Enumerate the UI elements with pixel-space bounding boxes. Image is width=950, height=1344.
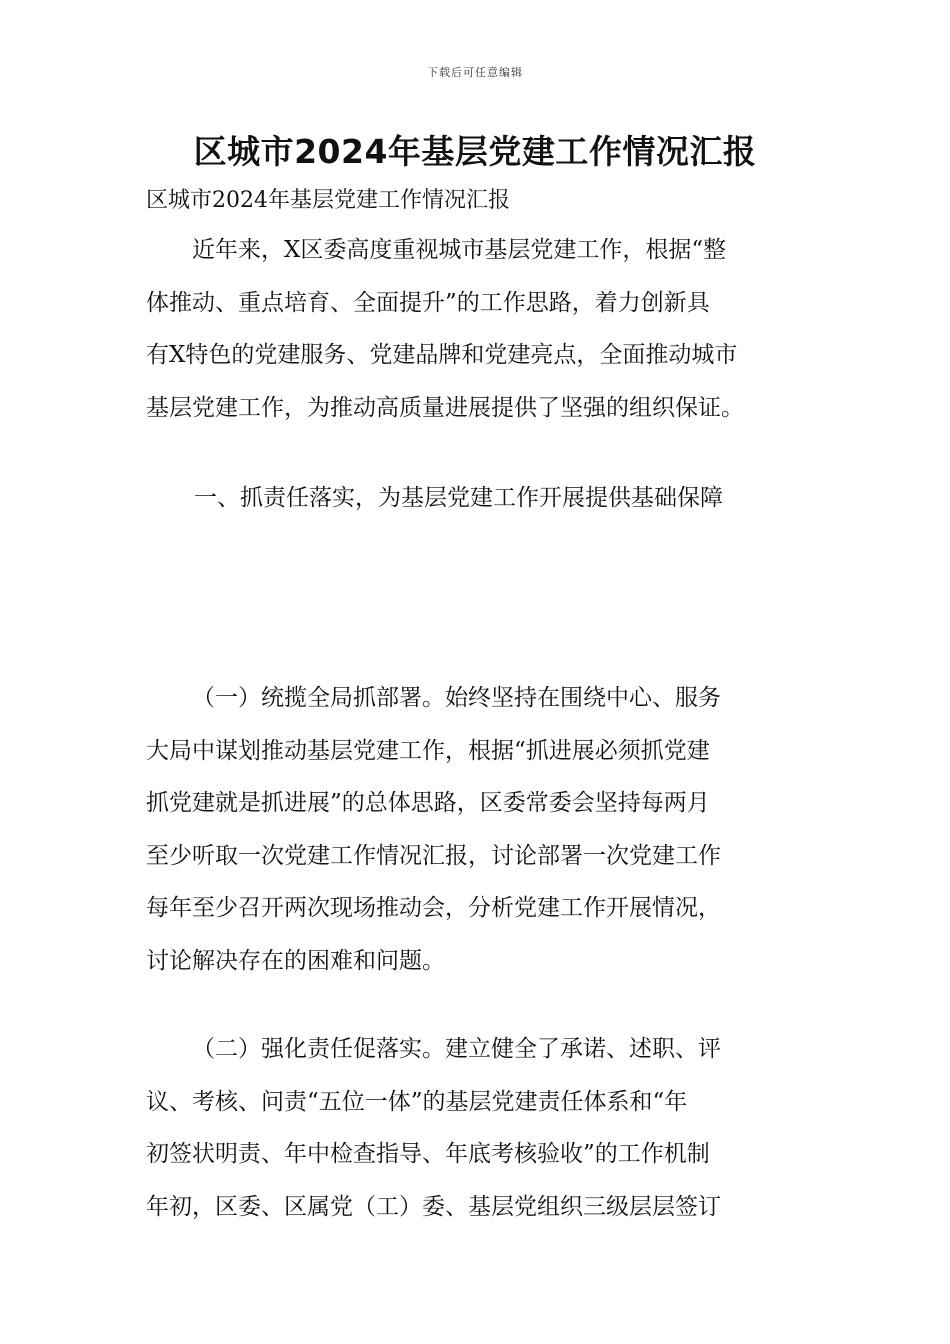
document-subtitle: 区城市2024年基层党建工作情况汇报 <box>146 188 510 213</box>
text-line: 议、考核、问责“五位一体”的基层党建责任体系和“年 <box>146 1088 688 1115</box>
text-line: 至少听取一次党建工作情况汇报，讨论部署一次党建工作 <box>146 842 721 869</box>
text-line: 大局中谋划推动基层党建工作，根据“抓进展必须抓党建 <box>146 737 710 764</box>
text-line: （一）统揽全局抓部署。始终坚持在围绕中心、服务 <box>192 685 721 711</box>
text-line: 年初，区委、区属党（工）委、基层党组织三级层层签订 <box>146 1193 721 1220</box>
document-title: 区城市2024年基层党建工作情况汇报 <box>193 132 757 171</box>
section2-paragraph <box>146 1023 816 1233</box>
text-line: 基层党建工作，为推动高质量进展提供了坚强的组织保证。 <box>146 394 744 421</box>
header-note: 下载后可任意编辑 <box>427 66 523 79</box>
text-line: 抓党建就是抓进展”的总体思路，区委常委会坚持每两月 <box>146 790 710 816</box>
intro-paragraph <box>146 224 816 434</box>
text-line: 有X特色的党建服务、党建品牌和党建亮点，全面推动城市 <box>146 342 738 368</box>
text-line: 讨论解决存在的困难和问题。 <box>146 947 445 974</box>
text-line: 体推动、重点培育、全面提升”的工作思路，着力创新具 <box>146 289 710 316</box>
section1-paragraph <box>146 672 816 987</box>
text-line: 近年来，X区委高度重视城市基层党建工作，根据“整 <box>192 237 727 263</box>
section-heading: 一、抓责任落实，为基层党建工作开展提供基础保障 <box>194 485 723 511</box>
text-line: 每年至少召开两次现场推动会，分析党建工作开展情况， <box>146 895 721 921</box>
text-line: 初签状明责、年中检查指导、年底考核验收”的工作机制 <box>146 1141 710 1167</box>
text-line: （二）强化责任促落实。建立健全了承诺、述职、评 <box>192 1036 721 1062</box>
